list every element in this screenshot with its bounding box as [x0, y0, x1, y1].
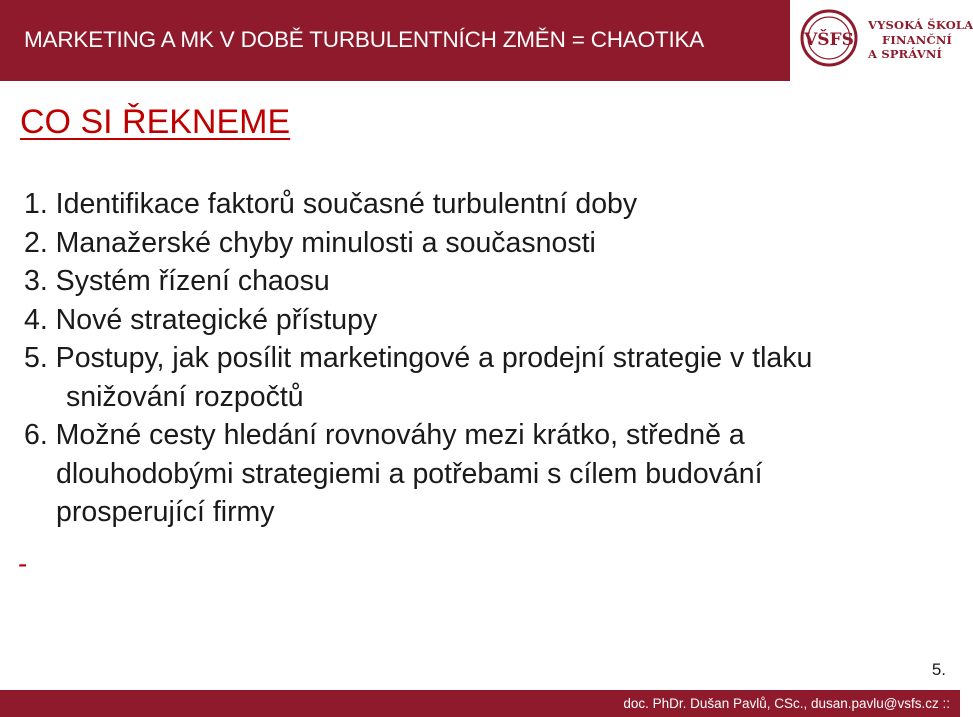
agenda-item-text: 1. Identifikace faktorů současné turbulentní doby — [24, 188, 638, 220]
agenda-item — [24, 224, 944, 263]
page-number: 5. — [931, 660, 946, 679]
vsfs-logo-icon — [800, 9, 858, 67]
header-bar — [0, 0, 790, 81]
logo-line-3: A SPRÁVNÍ — [868, 47, 943, 61]
agenda-item — [24, 185, 944, 224]
agenda-item-text: 5. Postupy, jak posílit marketingové a prodejní strategie v tlaku — [24, 342, 813, 374]
agenda-item-text: 6. Možné cesty hledání rovnováhy mezi krátko, středně a — [24, 419, 745, 451]
logo-mark-text: VŠFS — [804, 30, 854, 50]
agenda-item-text: 4. Nové strategické přístupy — [24, 303, 378, 336]
school-logo — [790, 0, 973, 81]
agenda-item — [24, 339, 944, 416]
logo-line-2: FINANČNÍ — [882, 32, 953, 47]
logo-line-1: VYSOKÁ ŠKOLA — [868, 18, 973, 32]
agenda-item-continuation: dlouhodobými strategiemi a potřebami s cílem budování — [56, 457, 763, 490]
section-heading: CO SI ŘEKNEME — [20, 103, 291, 141]
slide-title: MARKETING A MK V DOBĚ TURBULENTNÍCH ZMĚN = CHAOTIKA — [24, 27, 705, 52]
footer-author: doc. PhDr. Dušan Pavlů, CSc., dusan.pavlu@vsfs.cz :: — [623, 696, 950, 711]
footer-bar — [0, 690, 960, 717]
agenda-list — [24, 185, 944, 532]
agenda-item-continuation: prosperující firmy — [56, 496, 275, 528]
agenda-item — [24, 301, 944, 340]
slide-header — [0, 0, 973, 81]
agenda-item — [24, 416, 944, 532]
logo-text — [868, 18, 973, 62]
agenda-item-continuation: snižování rozpočtů — [66, 380, 304, 413]
agenda-item-text: 2. Manažerské chyby minulosti a současnosti — [24, 226, 596, 259]
trailing-dash: - — [18, 548, 28, 579]
agenda-item — [24, 262, 944, 301]
agenda-item-text: 3. Systém řízení chaosu — [24, 265, 330, 297]
